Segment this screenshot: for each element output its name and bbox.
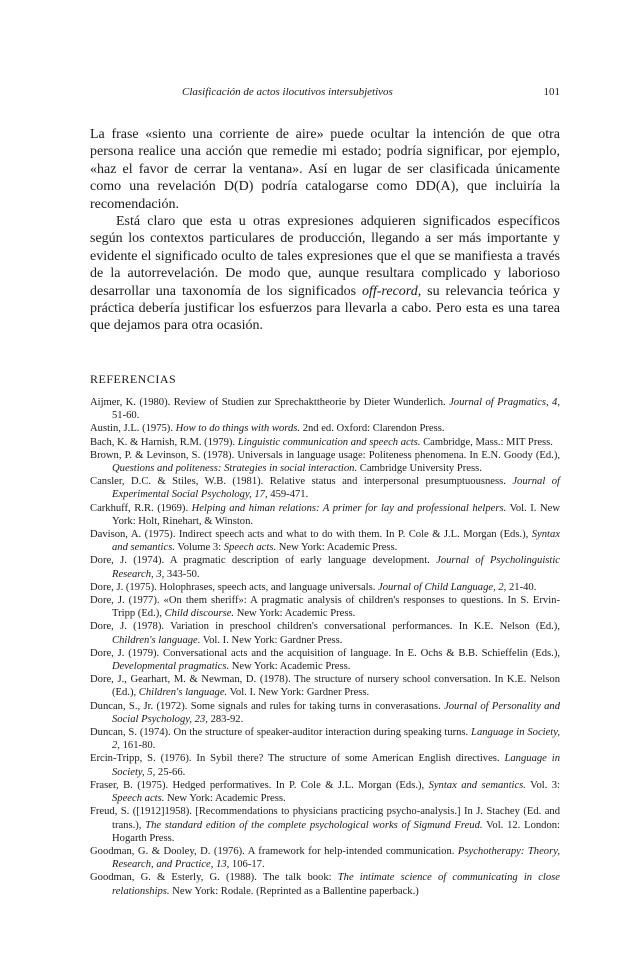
reference-item: Dore, J., Gearhart, M. & Newman, D. (1978). The structure of nursery school conversation. In K.E. Nelson (Ed.), Children's language. Vol. I. New York: Gardner Press. bbox=[90, 674, 560, 699]
reference-item: Brown, P. & Levinson, S. (1978). Universals in language usage: Politeness phenomena. In E.N. Goody (Ed.), Questions and politeness: Strategies in social interaction. Cambridge University Press. bbox=[90, 449, 560, 475]
paragraph-2-italic: off-record bbox=[361, 283, 418, 299]
reference-item: Austin, J.L. (1975). How to do things with words. 2nd ed. Oxford: Clarendon Press. bbox=[90, 423, 445, 435]
paragraph-2-text-b: , su relevancia teórica y práctica debería justificar los esfuerzos para llevarla a cabo. Pero esta es una tarea que dejamos para otra ocasión. bbox=[90, 283, 560, 334]
references-list bbox=[90, 396, 560, 898]
references-heading: REFERENCIAS bbox=[90, 372, 177, 386]
running-title: Clasificación de actos ilocutivos intersubjetivos bbox=[182, 86, 393, 98]
reference-item: Cansler, D.C. & Stiles, W.B. (1981). Relative status and interpersonal presumptuousness. Journal of Experimental Social Psychology, 17, 459-471. bbox=[90, 476, 560, 501]
reference-item: Duncan, S. (1974). On the structure of speaker-auditor interaction during speaking turns. Language in Society, 2, 161-80. bbox=[90, 727, 560, 752]
reference-item: Duncan, S., Jr. (1972). Some signals and rules for taking turns in converasations. Journal of Personality and Social Psychology, 23, 283-92. bbox=[90, 700, 560, 725]
reference-item: Freud, S. ([1912]1958). [Recommendations to physicians practicing psycho-analysis.] In J. Stachey (Ed. and trans.), The standard edition of the complete psychological works of Sigmund Freud. Vol. 12. London: Hogarth Press. bbox=[90, 806, 561, 844]
paragraph-2-text-a: Está claro que esta u otras expresiones adquieren significados específicos según los contextos particulares de producción, llegando a ser más importante y evidente el significado oculto de tales expresiones que el que se manifiesta a través de la autorrevelación. De modo que, aunque resultara complicado y laborioso desarrollar una taxonomía de los significados bbox=[90, 214, 560, 299]
reference-item: Dore, J. (1977). «On them sheriff»: A pragmatic analysis of children's responses to questions. In S. Ervin-Tripp (Ed.), Child discourse. New York: Academic Press. bbox=[90, 595, 560, 620]
running-head bbox=[90, 86, 560, 100]
reference-item: Fraser, B. (1975). Hedged performatives. In P. Cole & J.L. Morgan (Eds.), Syntax and semantics. Vol. 3: Speech acts. New York: Academic Press. bbox=[90, 779, 560, 805]
reference-item: Goodman, G. & Dooley, D. (1976). A framework for help-intended communication. Psychotherapy: Theory, Research, and Practice, 13, 106-17. bbox=[90, 845, 560, 871]
reference-item: Goodman, G. & Esterly, G. (1988). The talk book: The intimate science of communicating in close relationships. New York: Rodale. (Reprinted as a Ballentine paperback.) bbox=[90, 872, 560, 897]
paragraph-1-text: La frase «siento una corriente de aire» puede ocultar la intención de que otra persona realice una acción que remedie mi estado; podría significar, por ejemplo, «haz el favor de cerrar la ventana». Así en lugar de ser clasificada únicamente como una revelación D(D) podría catalogarse como DD(A), que incluiría la recomendación. bbox=[90, 127, 560, 212]
reference-item: Bach, K. & Harnish, R.M. (1979). Linguistic communication and speech acts. Cambridge, Mass.: MIT Press. bbox=[90, 436, 553, 448]
reference-item: Dore, J. (1974). A pragmatic description of early language development. Journal of Psycholinguistic Research, 3, 343-50. bbox=[90, 555, 560, 580]
reference-item: Dore, J. (1979). Conversational acts and the acquisition of language. In E. Ochs & B.B. Schieffelin (Eds.), Developmental pragmatics. New York: Academic Press. bbox=[90, 647, 560, 673]
reference-item: Dore, J. (1978). Variation in preschool children's conversational performances. In K.E. Nelson (Ed.), Children's language. Vol. I. New York: Gardner Press. bbox=[90, 621, 560, 646]
reference-item: Aijmer, K. (1980). Review of Studien zur Sprechakttheorie by Dieter Wunderlich. Journal of Pragmatics, 4, 51-60. bbox=[90, 397, 560, 422]
body-text bbox=[90, 126, 560, 335]
paragraph-1 bbox=[90, 126, 560, 213]
reference-item: Ercin-Tripp, S. (1976). In Sybil there? The structure of some American English directives. Language in Society, 5, 25-66. bbox=[90, 753, 561, 778]
reference-item: Dore, J. (1975). Holophrases, speech acts, and language universals. Journal of Child Language, 2, 21-40. bbox=[90, 581, 537, 593]
reference-item: Carkhuff, R.R. (1969). Helping and himan relations: A primer for lay and professional helpers. Vol. I. New York: Holt, Rinehart, & Winston. bbox=[90, 502, 560, 527]
page-number: 101 bbox=[543, 86, 560, 98]
reference-item: Davison, A. (1975). Indirect speech acts and what to do with them. In P. Cole & J.L. Morgan (Eds.), Syntax and semantics. Volume 3: Speech acts. New York: Academic Press. bbox=[90, 529, 560, 554]
paragraph-2 bbox=[90, 213, 560, 335]
